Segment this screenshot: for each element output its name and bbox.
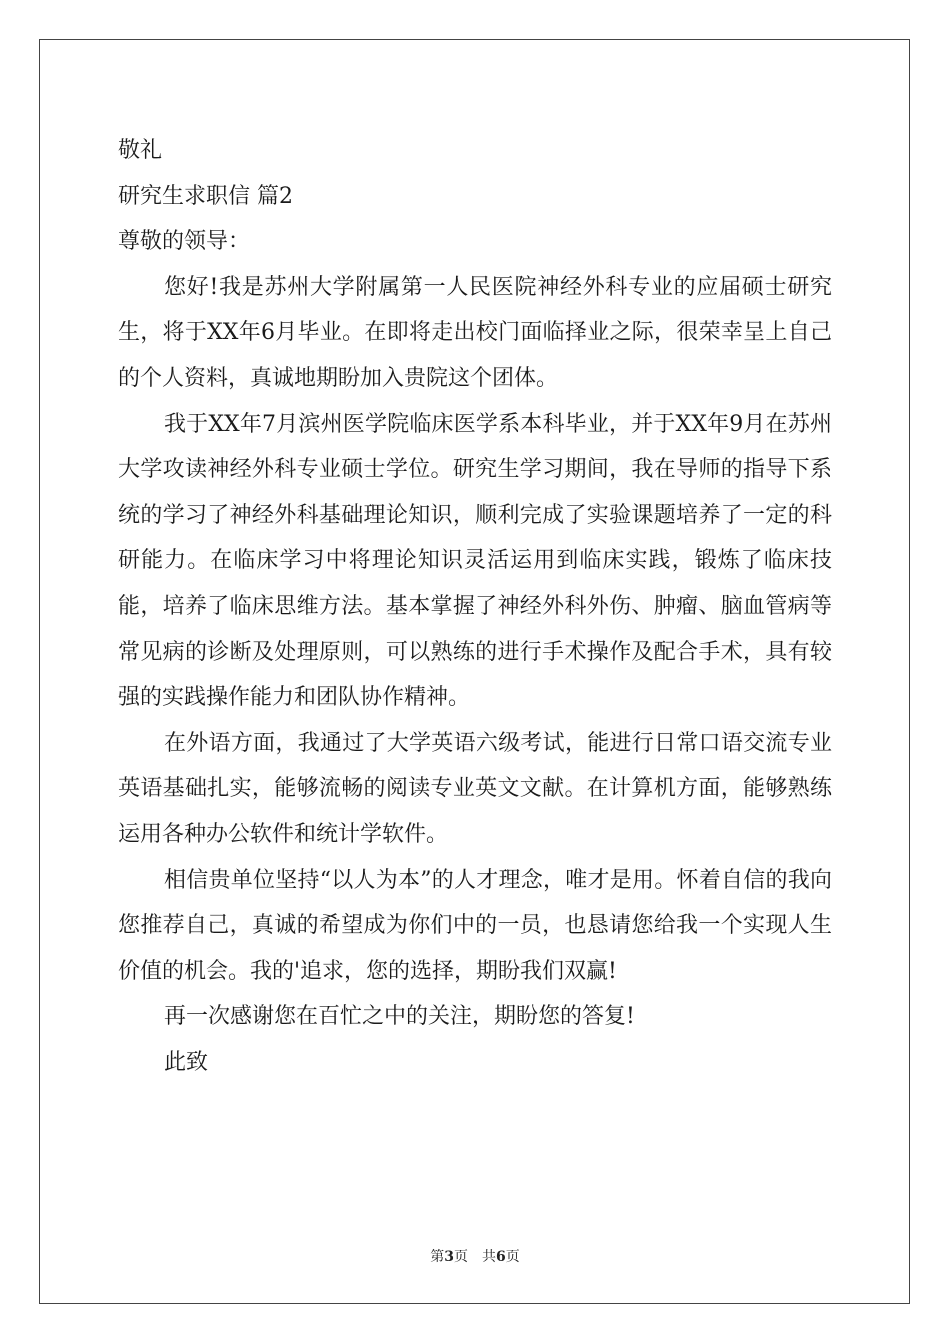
closing-line: 此致 [164, 1049, 209, 1075]
footer-page-suffix: 页 [454, 1249, 468, 1265]
footer-page-prefix: 第 [430, 1249, 445, 1265]
document-body [118, 128, 832, 1085]
paragraph-education: 我于XX年7月滨州医学院临床医学系本科毕业，并于XX年9月在苏州大学攻读神经外科专业硕士学位。研究生学习期间，我在导师的指导下系统的学习了神经外科基础理论知识，顺利完成了实验课题培养了一定的科研能力。在临床学习中将理论知识灵活运用到临床实践，锻炼了临床技能，培养了临床思维方法。基本掌握了神经外科外伤、肿瘤、脑血管病等常见病的诊断及处理原则，可以熟练的进行手术操作及配合手术，具有较强的实践操作能力和团队协作精神。 [118, 411, 832, 711]
footer-page-current: 3 [444, 1249, 454, 1265]
paragraph-skills: 在外语方面，我通过了大学英语六级考试，能进行日常口语交流专业英语基础扎实，能够流畅的阅读专业英文文献。在计算机方面，能够熟练运用各种办公软件和统计学软件。 [118, 730, 832, 847]
footer-page-total: 6 [496, 1249, 506, 1265]
paragraph-motivation: 相信贵单位坚持“以人为本”的人才理念，唯才是用。怀着自信的我向您推荐自己，真诚的希望成为你们中的一员，也恳请您给我一个实现人生价值的机会。我的'追求，您的选择，期盼我们双赢! [118, 867, 832, 984]
footer-total-suffix: 页 [505, 1249, 520, 1265]
footer-total-prefix: 共 [482, 1249, 496, 1265]
page-footer [0, 1248, 950, 1266]
paragraph-intro: 您好!我是苏州大学附属第一人民医院神经外科专业的应届硕士研究生，将于XX年6月毕业。在即将走出校门面临择业之际，很荣幸呈上自己的个人资料，真诚地期盼加入贵院这个团体。 [118, 274, 832, 391]
salutation-respect: 敬礼 [118, 138, 163, 163]
greeting: 尊敬的领导： [118, 229, 251, 255]
section-title: 研究生求职信 篇2 [118, 183, 293, 209]
paragraph-thanks: 再一次感谢您在百忙之中的关注，期盼您的答复! [164, 1004, 635, 1030]
